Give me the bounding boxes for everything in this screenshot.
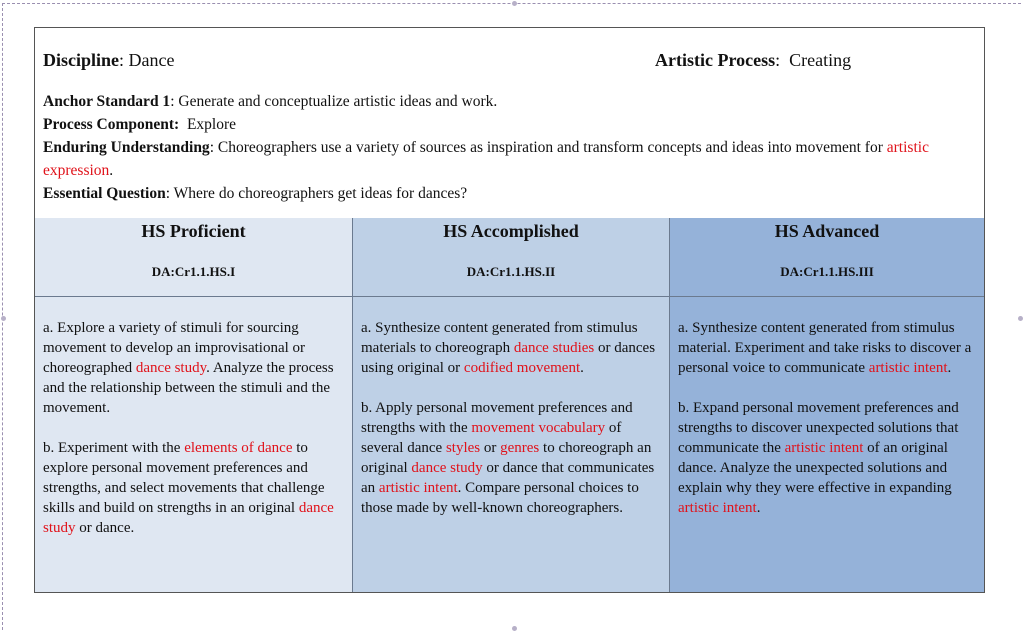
column-hs-proficient [35, 218, 352, 592]
item-a: a. Explore a variety of stimuli for sourcing movement to develop an improvisational or choreographed dance study. Analyze the process and the relationship between the stimuli and the movement. [43, 320, 334, 416]
column-body [353, 297, 669, 518]
essential-question: Essential Question: Where do choreographers get ideas for dances? [43, 185, 468, 202]
standard-code: DA:Cr1.1.HS.I [151, 264, 236, 279]
glossary-term: genres [500, 440, 540, 456]
discipline-label: Discipline [43, 50, 120, 70]
level-title: HS Advanced [774, 221, 880, 241]
glossary-term: movement vocabulary [471, 420, 606, 436]
resize-handle-right[interactable] [1018, 316, 1023, 321]
glossary-term: artistic intent [678, 500, 757, 516]
standard-meta [43, 90, 973, 205]
standards-header [35, 28, 984, 218]
artistic-process-line: Artistic Process: Creating [655, 50, 852, 70]
item-b: b. Expand personal movement preferences and strengths to discover unexpected solutions that communicate the artistic intent of an original dance. Analyze the unexpected solutions and explain why they were effective in expanding artistic intent. [678, 400, 959, 516]
column-hs-accomplished [352, 218, 669, 592]
level-title: HS Proficient [141, 221, 246, 241]
process-component: Process Component: Explore [43, 116, 237, 133]
artistic-process-value: Creating [789, 50, 852, 70]
item-a: a. Synthesize content generated from stimulus material. Experiment and take risks to discover a personal voice to communicate artistic intent. [678, 320, 972, 376]
column-header [670, 218, 984, 297]
glossary-term: artistic intent [868, 360, 948, 376]
glossary-term: elements of dance [184, 440, 293, 456]
column-header [353, 218, 669, 297]
resize-handle-top[interactable] [512, 1, 517, 6]
glossary-term: dance studies [513, 340, 595, 356]
glossary-term: styles [445, 440, 481, 456]
anchor-standard: Anchor Standard 1: Generate and conceptualize artistic ideas and work. [43, 93, 498, 110]
resize-handle-left[interactable] [1, 316, 6, 321]
standards-table [34, 27, 985, 593]
standard-code: DA:Cr1.1.HS.II [466, 264, 556, 279]
column-body [35, 297, 352, 538]
glossary-term: artistic intent [784, 440, 864, 456]
item-b: b. Apply personal movement preferences and strengths with the movement vocabulary of several dance styles or genres to choreograph an original dance study or dance that communicates an artistic intent. Compare personal choices to those made by well-known choreographers. [361, 400, 655, 516]
glossary-term: dance study [43, 500, 334, 536]
glossary-term: artistic expression [43, 139, 929, 179]
resize-handle-bottom[interactable] [512, 626, 517, 631]
level-title: HS Accomplished [443, 221, 579, 241]
glossary-term: codified movement [463, 360, 581, 376]
item-a: a. Synthesize content generated from stimulus materials to choreograph dance studies or dances using original or codified movement. [361, 320, 656, 376]
standard-code: DA:Cr1.1.HS.III [780, 264, 874, 279]
column-header [35, 218, 352, 297]
discipline-value: Dance [128, 50, 175, 70]
artistic-process-label: Artistic Process [655, 50, 776, 70]
glossary-term: artistic intent [378, 480, 458, 496]
item-b: b. Experiment with the elements of dance to explore personal movement preferences and strengths, and select movements that challenge skills and build on strengths in an original dance study or dance. [43, 440, 334, 536]
enduring-understanding: Enduring Understanding: Choreographers use a variety of sources as inspiration and transform concepts and ideas into movement for artistic expression. [43, 139, 929, 179]
column-body [670, 297, 984, 518]
glossary-term: dance study [135, 360, 207, 376]
column-hs-advanced [669, 218, 984, 592]
glossary-term: dance study [411, 460, 483, 476]
discipline-line: Discipline: Dance [43, 50, 175, 70]
performance-levels [35, 218, 984, 592]
